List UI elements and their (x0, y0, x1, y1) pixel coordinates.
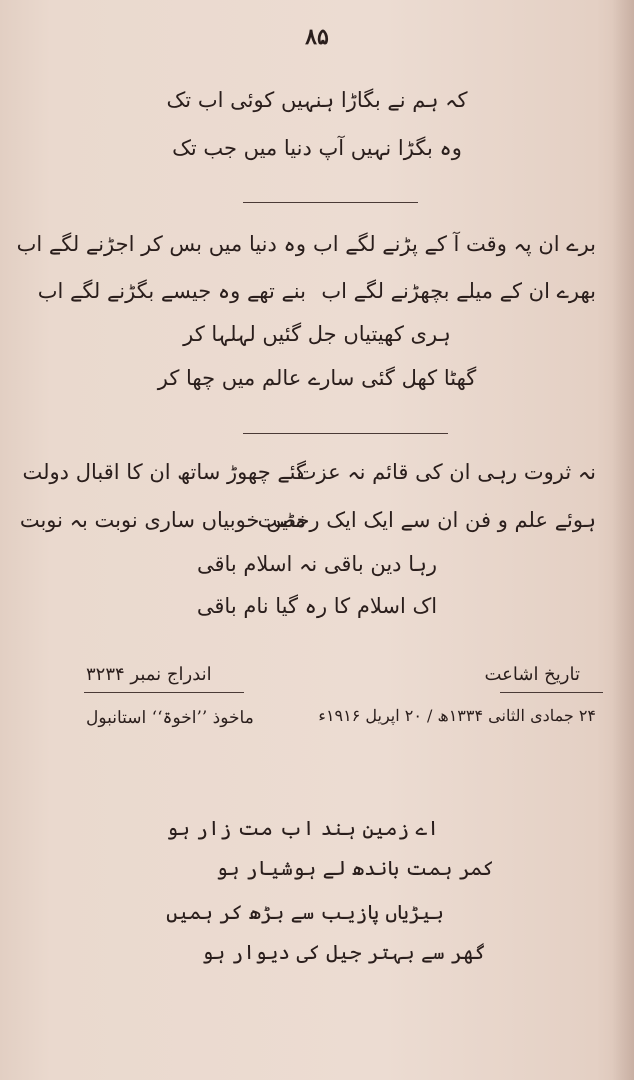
stanza2-couplet2-right: بھرے ان کے میلے بچھڑنے لگے اب (321, 279, 596, 303)
stanza3-center-2: اک اسلام کا رہ گیا نام باقی (196, 594, 438, 618)
stanza3-couplet1-left: گئے چھوڑ ساتھ ان کا اقبال دولت (22, 460, 306, 484)
stanza3-couplet1-right: نہ ثروت رہی ان کی قائم نہ عزت (296, 460, 596, 484)
stanza3-couplet2-left: مٹیں خوبیاں ساری نوبت بہ نوبت (19, 508, 306, 532)
poem-line-2: کمر ہمت باندھ لے ہوشیار ہو (216, 856, 494, 880)
entry-heading: اندراج نمبر ۳۲۳۴ (86, 664, 212, 685)
stanza3-couplet2-right: ہوئے علم و فن ان سے ایک ایک رخصت (257, 508, 596, 532)
publication-heading: تاریخ اشاعت (484, 664, 580, 685)
entry-source: ماخوذ ’’اخوۃ‘‘ استانبول (86, 708, 254, 728)
stanza2-couplet1-left: وہ دنیا میں بس کر اجڑنے لگے اب (16, 232, 306, 256)
stanza1-line-1: کہ ہم نے بگاڑا ہنہیں کوئی اب تک (166, 88, 468, 112)
poem-line-3: بیڑیاں پازیب سے بڑھ کر ہمیں (166, 900, 444, 924)
stanza2-couplet2-left: بنے تھے وہ جیسے بگڑنے لگے اب (37, 279, 306, 303)
stanza2-center-1: ہری کھیتیاں جل گئیں لہلہا کر (183, 322, 451, 346)
divider (243, 202, 418, 203)
stanza2-couplet1-right: برے ان پہ وقت آ کے پڑنے لگے اب (313, 232, 596, 256)
publication-underline (500, 692, 603, 693)
stanza2-center-2: گھٹا کھل گئی سارے عالم میں چھا کر (157, 366, 477, 390)
page-number: ۸۵ (305, 24, 329, 50)
publication-date: ۲۴ جمادی الثانی ۱۳۳۴ھ / ۲۰ اپریل ۱۹۱۶ء (318, 706, 596, 725)
stanza1-line-2: وہ بگڑا نہیں آپ دنیا میں جب تک (172, 136, 462, 160)
divider (243, 433, 448, 434)
poem-line-4: گھر سے بہتر جیل کی دیوار ہو (201, 940, 486, 964)
stanza3-center-1: رہا دین باقی نہ اسلام باقی (196, 552, 438, 576)
poem-line-1: اے زمین ہند اب مت زار ہو (166, 816, 439, 840)
entry-underline (84, 692, 244, 693)
